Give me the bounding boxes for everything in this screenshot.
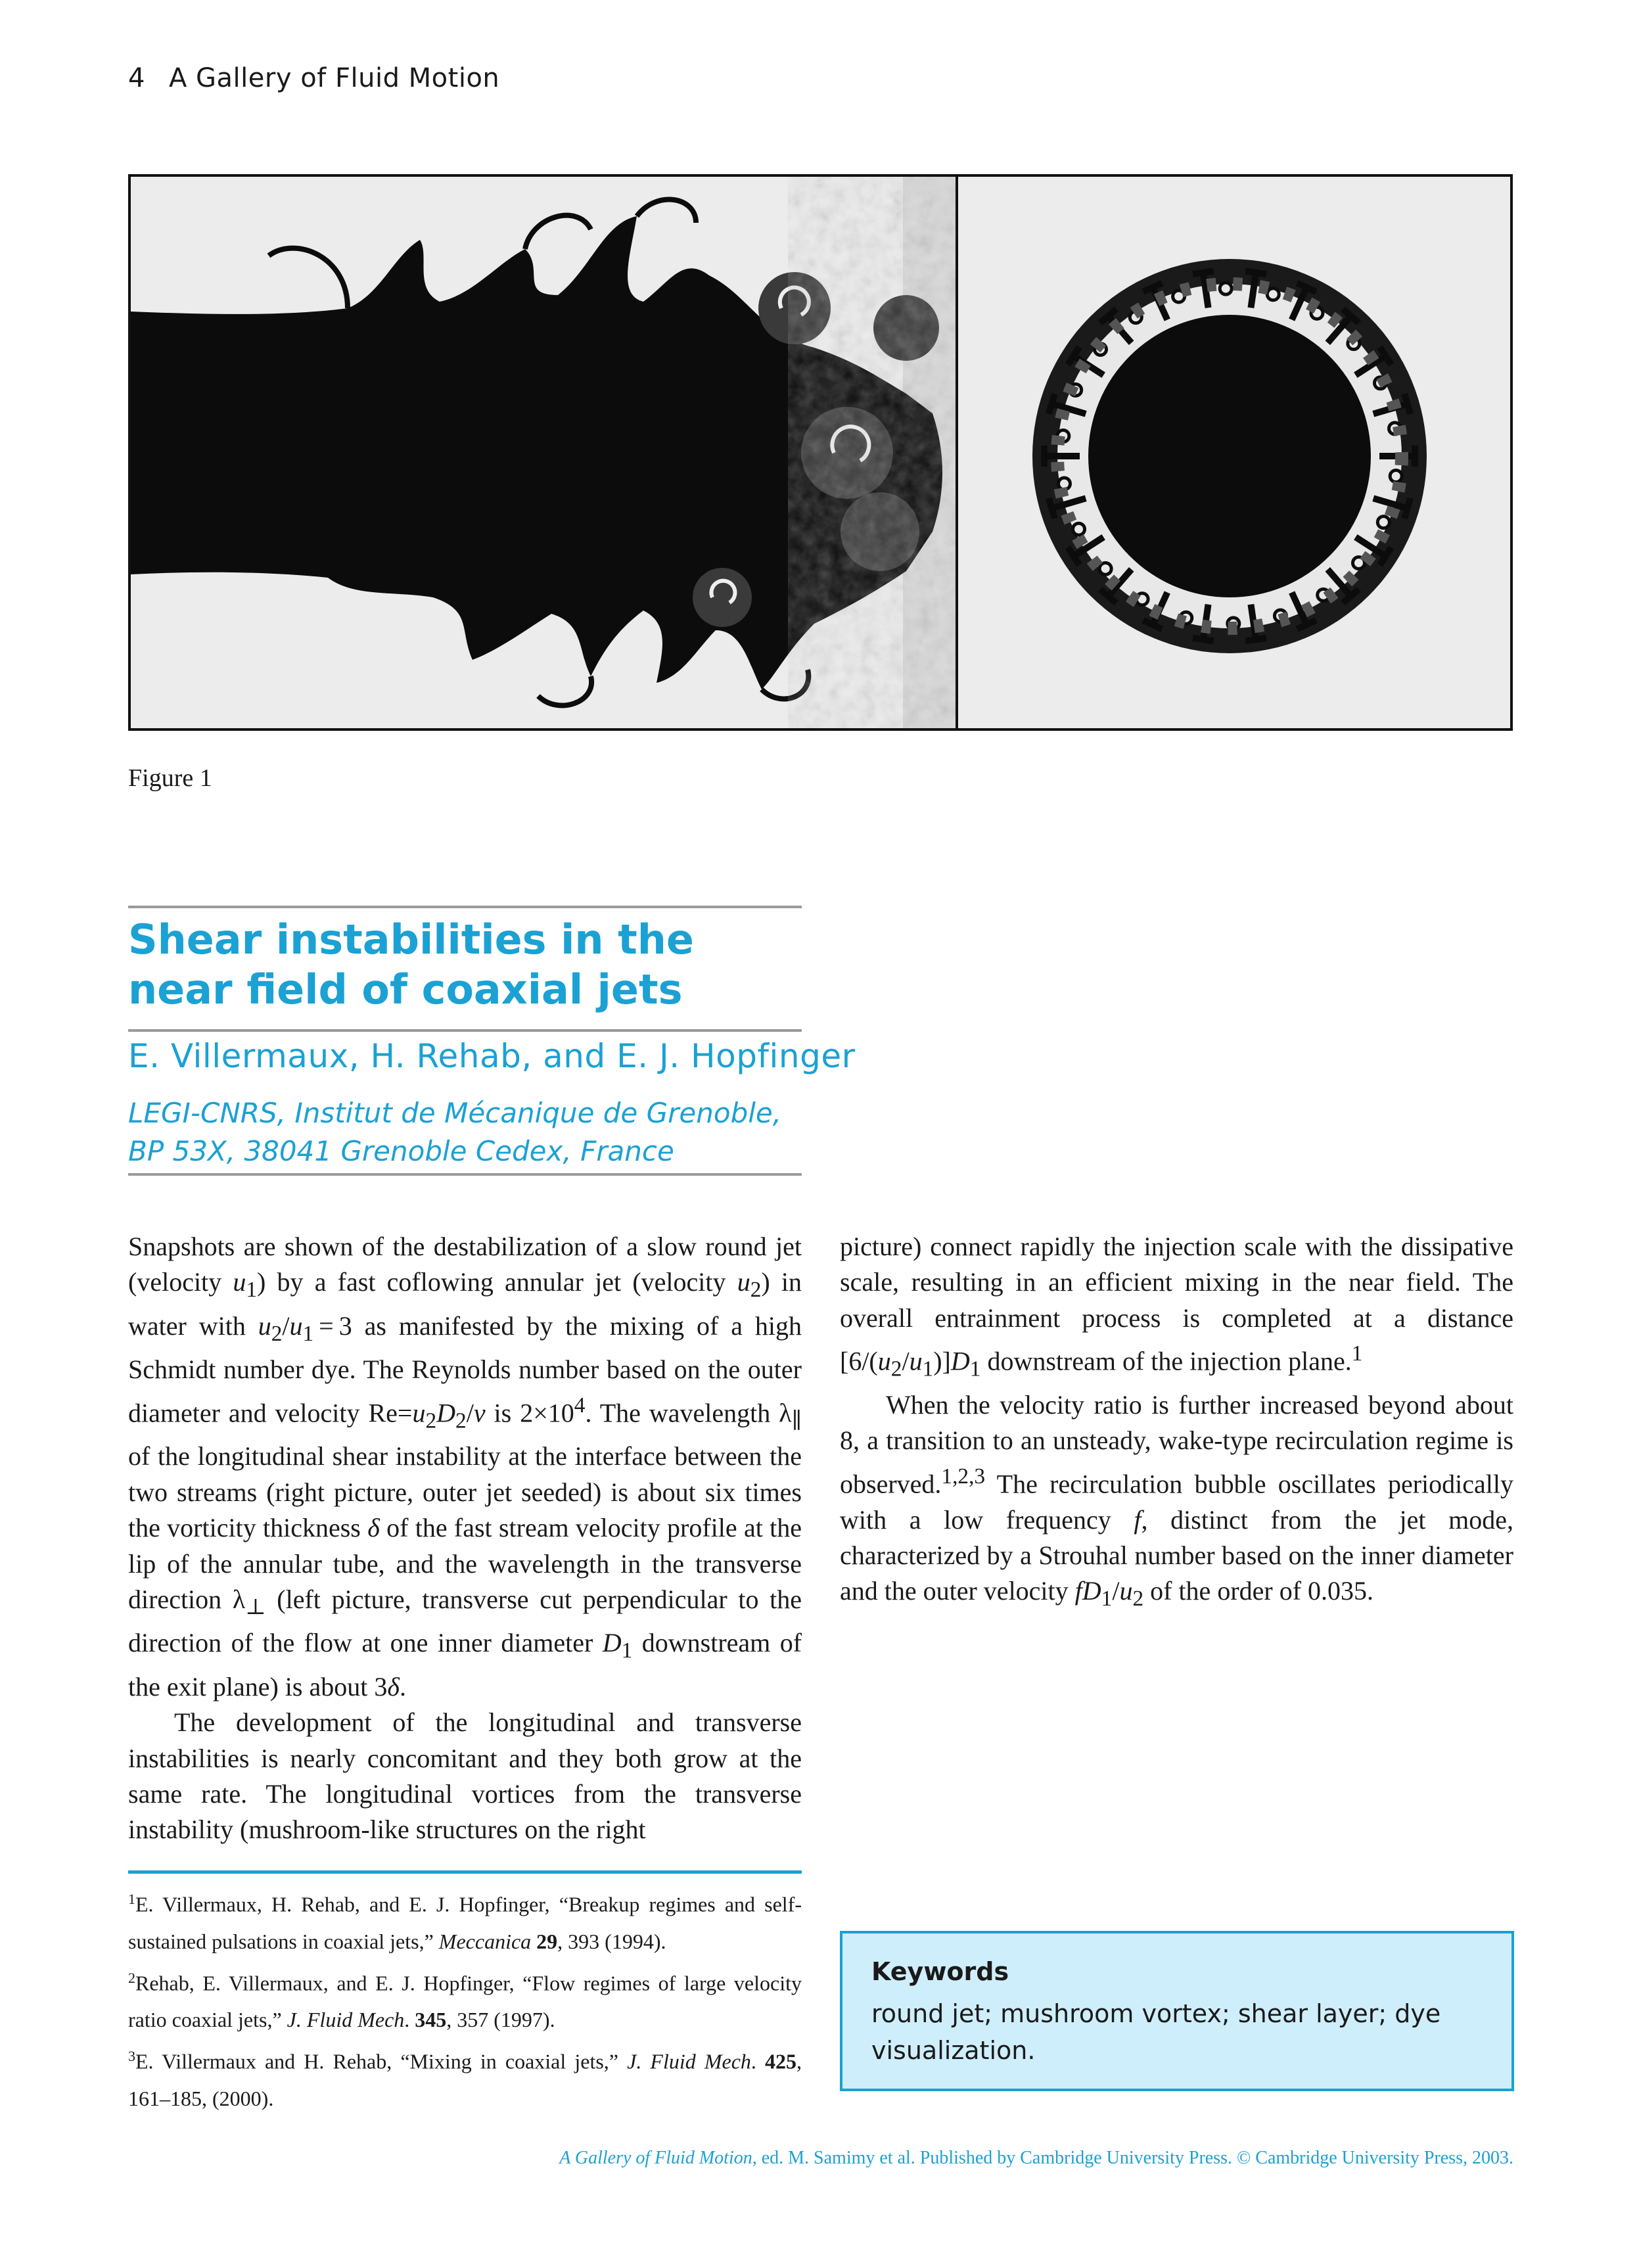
running-head xyxy=(128,63,499,93)
body-paragraph-1: Snapshots are shown of the destabilization of a slow round jet (velocity $u_1$) by a fast coflowing annular jet (velocity $u_2$) in water with $u_2/u_1 = 3$ as manifested by the mixing of a high Schmidt number dye. The Reynolds number based on the outer diameter and velocity $Re=u_2D_2/\nu$ is $2\times 10^4$. The wavelength $\lambda_\parallel$ of the longitudinal shear instability at the interface between the two streams (right picture, outer jet seeded) is about six times the vorticity thickness δ of the fast stream velocity profile at the lip of the annular tube, and the wavelength in the transverse direction $\lambda_\perp$ (left picture, transverse cut perpendicular to the direction of the flow at one inner diameter $D_1$ downstream of the exit plane) is about 3δ. xyxy=(128,1232,802,1701)
body-paragraph-2b: picture) connect rapidly the injection scale with the dissipative scale, resulting in an efficient mixing in the near field. The overall entrainment process is completed at a distance $[6/(u_2/u_1)]D_1$ downstream of the injection plane.$^1$ xyxy=(840,1232,1513,1381)
footnote-3: $^3$E. Villermaux and H. Rehab, “Mixing in coaxial jets,” J. Fluid Mech. 425, 161–185, (2000). xyxy=(128,2048,802,2110)
page-footer: A Gallery of Fluid Motion, ed. M. Samimy et al. Published by Cambridge University Press. © Cambridge University Press, 2003. xyxy=(559,2148,1513,2168)
keywords-text: round jet; mushroom vortex; shear layer; dye visualization. xyxy=(871,1999,1441,2065)
figure-1 xyxy=(128,174,1513,731)
article-title: Shear instabilities in the near field of coaxial jets xyxy=(128,915,694,1013)
keywords-box xyxy=(840,1931,1514,2091)
body-paragraph-2a: The development of the longitudinal and transverse instabilities is nearly concomitant and they both grow at the same rate. The longitudinal vortices from the transverse instability (mushroom-like structures on the right xyxy=(128,1707,802,1845)
running-head-title: A Gallery of Fluid Motion xyxy=(168,63,500,93)
figure-caption: Figure 1 xyxy=(128,764,212,792)
body-column-right xyxy=(840,1229,1513,1617)
footnotes xyxy=(128,1881,802,2117)
figure-image xyxy=(131,177,1510,728)
title-rule-top xyxy=(128,906,802,908)
footnote-rule xyxy=(128,1870,802,1874)
title-rule-bottom xyxy=(128,1029,802,1032)
footnote-2: $^2$Rehab, E. Villermaux, and E. J. Hopfinger, “Flow regimes of large velocity ratio coaxial jets,” J. Fluid Mech. 345, 357 (1997). xyxy=(128,1969,802,2032)
body-column-left xyxy=(128,1229,802,1848)
body-paragraph-3: When the velocity ratio is further increased beyond about 8, a transition to an unsteady, wake-type recirculation regime is observed.$^{1,2,3}$ The recirculation bubble oscillates periodically with a low frequency f, distinct from the jet mode, characterized by a Strouhal number based on the inner diameter and the outer velocity $fD_1/u_2$ of the order of 0.035. xyxy=(840,1389,1513,1611)
affiliation-rule xyxy=(128,1173,802,1176)
page-number: 4 xyxy=(128,63,145,93)
footnote-1: $^1$E. Villermaux, H. Rehab, and E. J. Hopfinger, “Breakup regimes and self-sustained pulsations in coaxial jets,” Meccanica 29, 393 (1994). xyxy=(128,1891,802,1953)
article-authors: E. Villermaux, H. Rehab, and E. J. Hopfinger xyxy=(128,1037,856,1075)
article-affiliation: LEGI-CNRS, Institut de Mécanique de Grenoble, BP 53X, 38041 Grenoble Cedex, France xyxy=(128,1097,782,1167)
keywords-title: Keywords xyxy=(871,1957,1009,1986)
jet-cross-section xyxy=(1032,259,1427,653)
